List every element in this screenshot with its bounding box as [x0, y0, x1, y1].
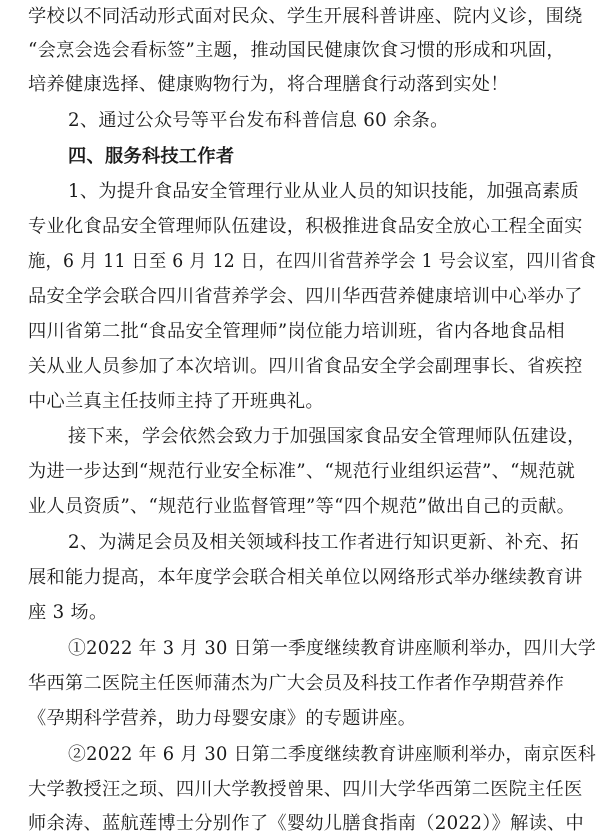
text-line-16: 2、为满足会员及相关领域科技工作者进行知识更新、补充、拓 [68, 532, 580, 553]
text-line-18: 座 3 场。 [28, 602, 108, 623]
text-line-10: 四川省第二批“食品安全管理师”岗位能力培训班，省内各地食品相 [28, 321, 565, 342]
text-line-3: 培养健康选择、健康购物行为，将合理膳食行动落到实处！ [28, 74, 509, 95]
text-line-22: ②2022 年 6 月 30 日第二季度继续教育讲座顺利举办，南京医科 [68, 744, 596, 765]
text-line-17: 展和能力提高，本年度学会联合相关单位以网络形式举办继续教育讲 [28, 567, 583, 588]
text-line-20: 华西第二医院主任医师蒲杰为广大会员及科技工作者作孕期营养作 [28, 673, 565, 694]
text-line-19: ①2022 年 3 月 30 日第一季度继续教育讲座顺利举办，四川大学 [68, 638, 596, 659]
text-line-24: 师余涛、蓝航莲博士分别作了《婴幼儿膳食指南（2022）》解读、中 [28, 813, 585, 834]
text-line-23: 大学教授汪之顼、四川大学教授曾果、四川大学华西第二医院主任医 [28, 779, 583, 800]
text-line-11: 关从业人员参加了本次培训。四川省食品安全学会副理事长、省疾控 [28, 356, 583, 377]
text-line-15: 业人员资质”、“规范行业监督管理”等“四个规范”做出自己的贡献。 [28, 496, 576, 517]
text-line-8: 施，6 月 11 日至 6 月 12 日，在四川省营养学会 1 号会议室，四川省食 [28, 251, 597, 272]
text-line-4: 2、通过公众号等平台发布科普信息 60 余条。 [68, 110, 449, 131]
text-line-1: 学校以不同活动形式面对民众、学生开展科普讲座、院内义诊，围绕 [28, 6, 583, 27]
text-line-12: 中心兰真主任技师主持了开班典礼。 [28, 391, 324, 412]
text-line-14: 为进一步达到“规范行业安全标准”、“规范行业组织运营”、“规范就 [28, 461, 576, 482]
text-line-2: “会烹会选会看标签”主题，推动国民健康饮食习惯的形成和巩固， [28, 40, 565, 61]
text-line-13: 接下来，学会依然会致力于加强国家食品安全管理师队伍建设， [68, 426, 586, 447]
text-line-21: 《孕期科学营养，助力母婴安康》的专题讲座。 [28, 708, 417, 729]
text-line-6: 1、为提升食品安全管理行业从业人员的知识技能，加强高素质 [68, 181, 580, 202]
section-heading: 四、服务科技工作者 [68, 146, 235, 167]
text-line-9: 品安全学会联合四川省营养学会、四川华西营养健康培训中心举办了 [28, 286, 583, 307]
text-line-7: 专业化食品安全管理师队伍建设，积极推进食品安全放心工程全面实 [28, 216, 583, 237]
